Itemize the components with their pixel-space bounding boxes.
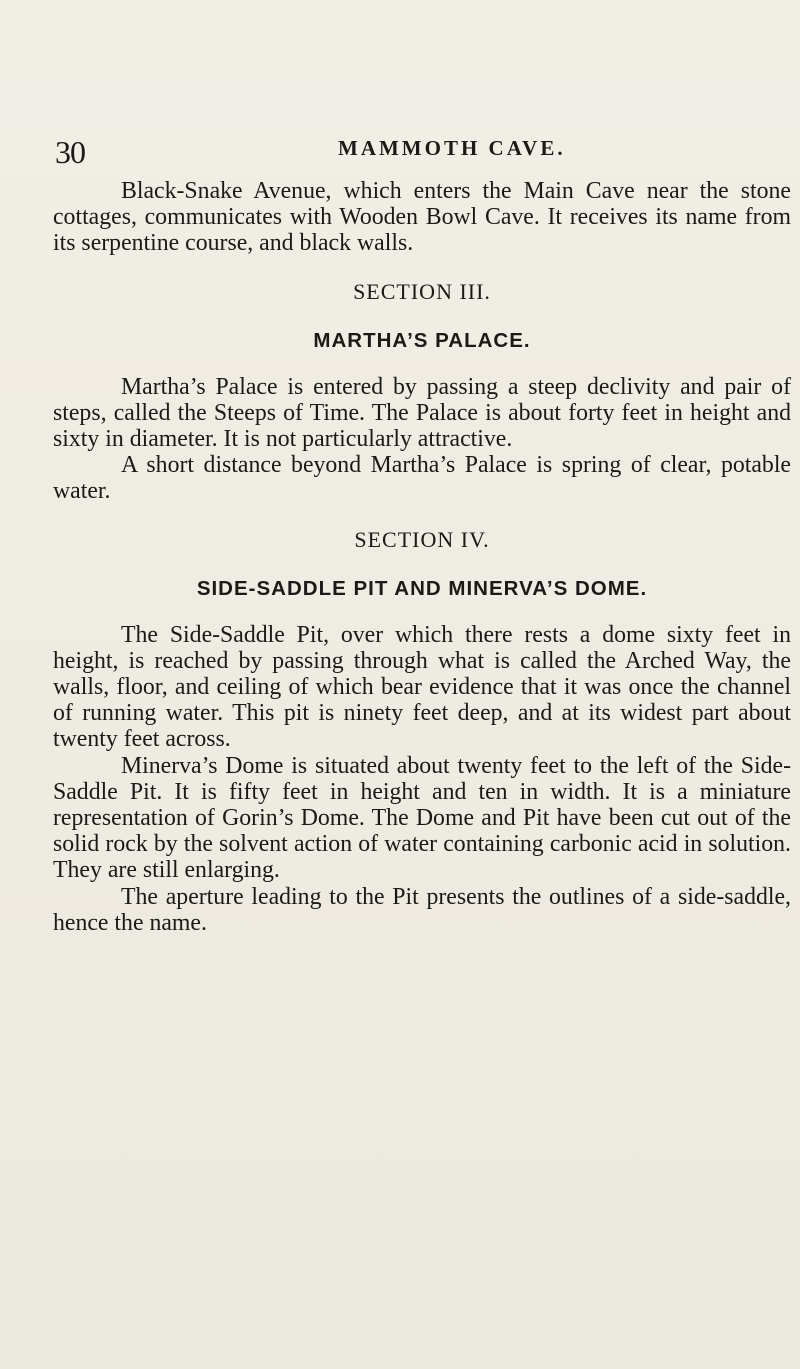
section-4-title: SIDE-SADDLE PIT AND MINERVA’S DOME. — [196, 576, 648, 600]
section-4-paragraph-3: The aperture leading to the Pit presents the outlines of a side-saddle, hence the name. — [53, 883, 791, 936]
page-number: 30 — [55, 134, 85, 170]
section-3-heading: SECTION III. — [353, 278, 491, 304]
section-4-heading: SECTION IV. — [354, 526, 490, 552]
page-body — [53, 178, 791, 936]
intro-paragraph: Black-Snake Avenue, which enters the Main Cave near the stone cottages, communicates with Wooden Bowl Cave. It receives its name from its serpentine course, and black walls. — [53, 178, 791, 257]
section-3-title: MARTHA’S PALACE. — [313, 328, 531, 352]
section-4-paragraph-1: The Side-Saddle Pit, over which there rests a dome sixty feet in height, is reached by passing through what is called the Arched Way, the walls, floor, and ceiling of which bear evidence that it was once the channel of running water. This pit is ninety feet deep, and at its widest part about twenty feet across. — [53, 621, 791, 753]
section-3-paragraph-2: A short distance beyond Martha’s Palace is spring of clear, potable water. — [53, 452, 791, 505]
section-3-paragraph-1: Martha’s Palace is entered by passing a steep declivity and pair of steps, called the Steeps of Time. The Palace is about forty feet in height and sixty in diameter. It is not particularly attractive. — [53, 373, 791, 453]
running-title: MAMMOTH CAVE. — [338, 136, 566, 160]
section-4-paragraph-2: Minerva’s Dome is situated about twenty feet to the left of the Side-Saddle Pit. It is fifty feet in height and ten in width. It is a miniature representation of Gorin’s Dome. The Dome and Pit have been cut out of the solid rock by the solvent action of water containing carbonic acid in solution. They are still enlarging. — [53, 752, 791, 884]
running-head — [55, 132, 800, 172]
